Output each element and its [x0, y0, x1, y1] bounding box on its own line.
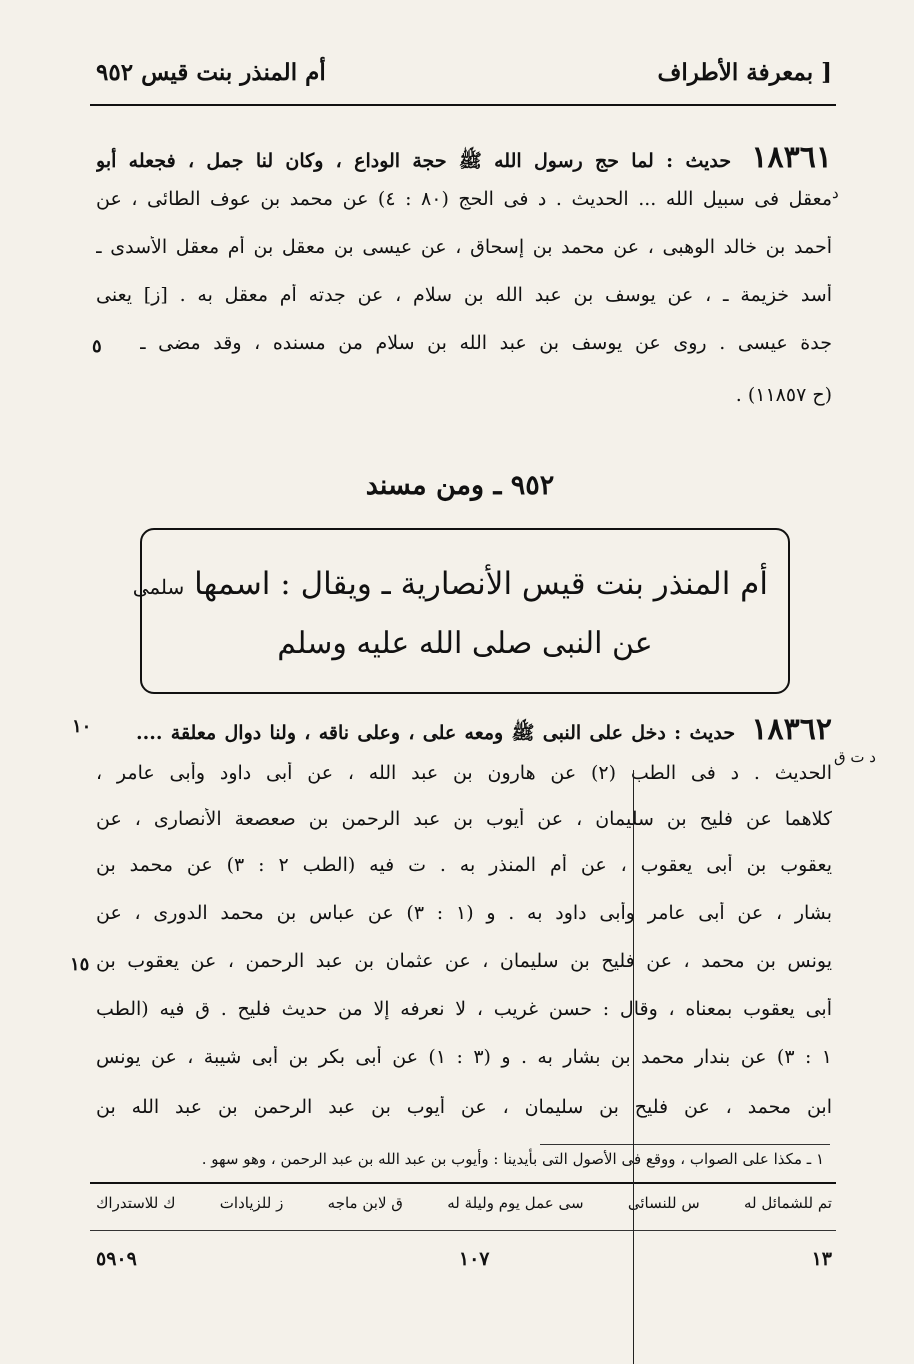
- volume-total-count: ٥٩٠٩: [96, 1248, 137, 1270]
- entry-line: (ح ١١٨٥٧) .: [735, 384, 832, 406]
- footnote: ١ ـ مكذا على الصواب ، ووقع فى الأصول التى بأيدينا : وأيوب بن عبد الله بن عبد الرحمن ، وهو سهو .: [201, 1150, 824, 1168]
- siglum: س للنسائى: [627, 1194, 700, 1212]
- sigla-key: [96, 1194, 832, 1220]
- running-head: [96, 52, 832, 92]
- siglum: ق لابن ماجه: [327, 1194, 403, 1212]
- header-rule: [90, 104, 836, 106]
- entry-line: كلاهما عن فليح بن سليمان ، عن أيوب بن عبد الرحمن بن صعصعة الأنصارى ، عن: [96, 808, 832, 830]
- running-head-left: أم المنذر بنت قيس ٩٥٢: [96, 58, 326, 86]
- entry-line: أبى يعقوب بمعناه ، وقال : حسن غريب ، لا نعرفه إلا من حديث فليح . ق فيه (الطب: [96, 998, 832, 1020]
- scan-artifact-line: [633, 770, 634, 1364]
- siglum: ز للزيادات: [219, 1194, 284, 1212]
- entry-line: أسد خزيمة ـ ، عن يوسف بن عبد الله بن سلام ، عن جدته أم معقل به . [ز] يعنى: [96, 284, 832, 306]
- entry-line: جدة عيسى . روى عن يوسف بن عبد الله بن سلام من مسنده ، وقد مضى ـ: [140, 332, 832, 354]
- name-box-alt-name: سلمى: [132, 575, 185, 599]
- siglum: سى عمل يوم وليلة له: [447, 1194, 584, 1212]
- page-number: ١٠٧: [458, 1248, 490, 1270]
- name-box: [132, 528, 790, 694]
- volume-number: ١٣: [811, 1248, 832, 1270]
- entry-line: [136, 712, 832, 758]
- siglum: تم للشمائل له: [743, 1194, 832, 1212]
- line-number: ١٥: [70, 954, 90, 975]
- entry-line: ابن محمد ، عن فليح بن سليمان ، عن أيوب بن عبد الرحمن بن عبد الله بن: [96, 1096, 832, 1118]
- name-box-title: أم المنذر بنت قيس الأنصارية ـ ويقال : اسمها: [194, 566, 768, 602]
- entry-line: [96, 140, 832, 186]
- running-head-right: بمعرفة الأطراف ]: [657, 58, 832, 86]
- entry-line-text: حديث : لما حج رسول الله ﷺ حجة الوداع ، وكان لنا جمل ، فجعله أبو: [96, 150, 732, 172]
- entry-line: أحمد بن خالد الوهبى ، عن محمد بن إسحاق ، عن عيسى بن معقل بن أم معقل الأسدى ـ: [96, 236, 832, 258]
- footnote-rule: [540, 1144, 830, 1145]
- hadith-entry-18362: [96, 712, 832, 1142]
- page-footer: [96, 1248, 832, 1278]
- name-box-line2: عن النبى صلى الله عليه وسلم: [277, 626, 653, 661]
- entry-line-text: حديث : دخل على النبى ﷺ ومعه على ، وعلى ناقه ، ولنا دوال معلقة ....: [136, 722, 736, 744]
- line-number: ١٠: [72, 716, 92, 737]
- entry-line: بشار ، عن أبى عامر وأبى داود به . و (١ : ٣) عن عباس بن محمد الدورى ، عن: [96, 902, 832, 924]
- entry-line: ١ : ٣) عن بندار محمد بن بشار به . و (٣ : ١) عن أبى بكر بن أبى شيبة ، عن يونس: [96, 1046, 832, 1068]
- margin-siglum: د ت ق: [834, 748, 876, 766]
- entry-line: يونس بن محمد ، عن فليح بن سليمان ، عن عثمان بن عبد الرحمن ، عن يعقوب بن: [96, 950, 832, 972]
- siglum: ك للاستدراك: [96, 1194, 176, 1212]
- name-box-line1: [132, 566, 768, 602]
- entry-line: يعقوب بن أبى يعقوب ، عن أم المنذر به . ت فيه (الطب ٢ : ٣) عن محمد بن: [96, 854, 832, 876]
- musnad-heading: ٩٥٢ ـ ومن مسند: [365, 470, 555, 501]
- hadith-entry-18361: [96, 140, 832, 440]
- margin-siglum: د: [832, 184, 839, 202]
- sigla-rule: [90, 1182, 836, 1184]
- entry-number: ١٨٣٦٢: [751, 712, 832, 747]
- entry-number: ١٨٣٦١: [751, 140, 832, 175]
- sigla-bottom-rule: [90, 1230, 836, 1231]
- entry-line: الحديث . د فى الطب (٢) عن هارون بن عبد الله ، عن أبى داود وأبى عامر ،: [96, 762, 832, 784]
- line-number: ٥: [92, 336, 102, 357]
- entry-line: معقل فى سبيل الله ... الحديث . د فى الحج (٨٠ : ٤) عن محمد بن عوف الطائى ، عن: [96, 188, 832, 210]
